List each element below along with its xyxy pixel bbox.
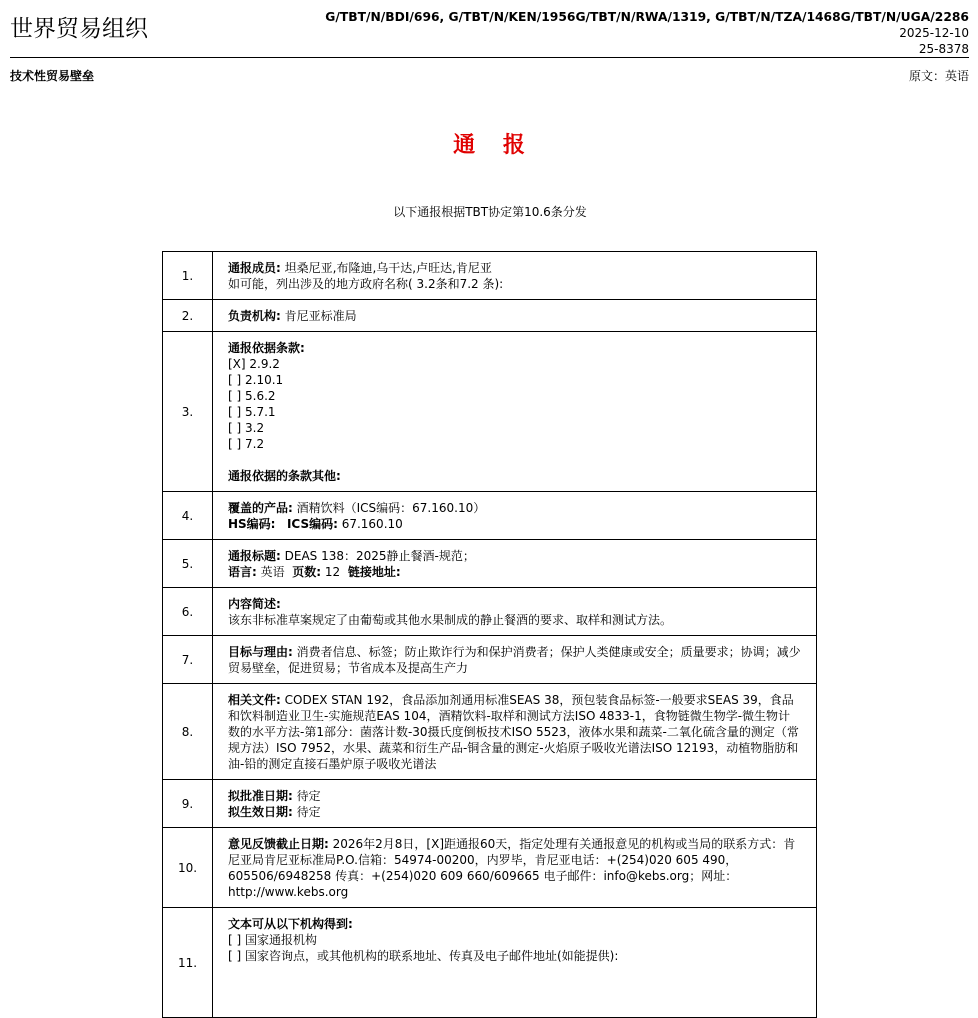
intro-text: 以下通报根据TBT协定第10.6条分发: [393, 205, 587, 219]
document-symbols: G/TBT/N/BDI/696, G/TBT/N/KEN/1956G/TBT/N/RWA/1319, G/TBT/N/TZA/1468G/TBT/N/UGA/2286: [325, 10, 969, 24]
field-label: 拟批准日期:: [228, 789, 293, 803]
table-row: [163, 780, 817, 828]
field-value: 消费者信息、标签；防止欺诈行为和保护消费者；保护人类健康或安全；质量要求；协调；减少贸易壁垒，促进贸易；节省成本及提高生产力: [228, 645, 801, 675]
row-number: 5.: [163, 540, 213, 588]
row-content: [213, 252, 817, 300]
field-value: 待定: [292, 789, 321, 803]
option-item: [ ] 5.6.2: [228, 389, 276, 403]
field-label: 通报依据条款:: [228, 341, 305, 355]
row-content: [213, 332, 817, 492]
field-label: 通报标题:: [228, 549, 281, 563]
field-label: 覆盖的产品:: [228, 501, 293, 515]
table-row: [163, 684, 817, 780]
field-value: 酒精饮料（ICS编码：67.160.10）: [292, 501, 486, 515]
field-label: 意见反馈截止日期:: [228, 837, 329, 851]
table-row: [163, 908, 817, 1018]
table-row: [163, 300, 817, 332]
field-label: ICS编码:: [286, 517, 338, 531]
field-value: 12: [321, 565, 344, 579]
field-value: 该东非标准草案规定了由葡萄或其他水果制成的静止餐酒的要求、取样和测试方法。: [228, 613, 673, 627]
field-label: HS编码:: [228, 517, 276, 531]
field-label: 目标与理由:: [228, 645, 293, 659]
option-item: [ ] 国家通报机构: [228, 933, 317, 947]
row-content: [213, 588, 817, 636]
field-value: 肯尼亚标准局: [280, 309, 357, 323]
row-number: 8.: [163, 684, 213, 780]
table-row: [163, 828, 817, 908]
field-label: 负责机构:: [228, 309, 281, 323]
table-row: [163, 588, 817, 636]
document-number: 25-8378: [918, 42, 969, 56]
row-number: 3.: [163, 332, 213, 492]
table-row: [163, 540, 817, 588]
row-number: 10.: [163, 828, 213, 908]
document-date: 2025-12-10: [899, 26, 969, 40]
field-value: DEAS 138：2025静止餐酒-规范；: [280, 549, 475, 563]
row-number: 7.: [163, 636, 213, 684]
row-number: 2.: [163, 300, 213, 332]
org-name: 世界贸易组织: [10, 16, 148, 42]
committee-subtitle: 技术性贸易壁垒: [10, 69, 95, 83]
row-content: [213, 780, 817, 828]
row-content: [213, 828, 817, 908]
header-rule: [10, 57, 969, 58]
page-title: 通 报: [453, 133, 535, 158]
option-item: [ ] 3.2: [228, 421, 265, 435]
field-value: 坦桑尼亚,布隆迪,乌干达,卢旺达,肯尼亚: [280, 261, 492, 275]
field-label: 链接地址:: [347, 565, 401, 579]
option-item: [ ] 5.7.1: [228, 405, 276, 419]
table-row: [163, 252, 817, 300]
field-value: CODEX STAN 192，食品添加剂通用标准SEAS 38，预包装食品标签-一般要求SEAS 39，食品和饮料制造业卫生-实施规范EAS 104，酒精饮料-取样和测试方法ISO 4833-1，食物链微生物学-微生物计数的水平方法-第1部分：菌落计数-30摄氏度倒板技术ISO 5523，液体水果和蔬菜-二氧化硫含量的测定（常规方法）ISO 7952，水果、蔬菜和衍生产品-铜含量的测定-火焰原子吸收光谱法ISO 12193，动植物脂肪和油-铅的测定直接石墨炉原子吸收光谱法: [228, 693, 799, 771]
row-content: [213, 300, 817, 332]
row-content: [213, 684, 817, 780]
field-label: 内容简述:: [228, 597, 281, 611]
row-number: 1.: [163, 252, 213, 300]
option-item: [X] 2.9.2: [228, 357, 280, 371]
field-value: 67.160.10: [337, 517, 403, 531]
field-value: 2026年2月8日，[X]距通报60天，指定处理有关通报意见的机构或当局的联系方式：肯尼亚局肯尼亚标准局P.O.信箱：54974-00200，内罗毕，肯尼亚电话：+(254)020 605 490，605506/6948258 传真：+(254)020 609 660/609665 电子邮件：info@kebs.org；网址：http://www.kebs.org: [228, 837, 796, 899]
field-label: 通报依据的条款其他:: [228, 469, 341, 483]
row-number: 6.: [163, 588, 213, 636]
field-label: 拟生效日期:: [228, 805, 293, 819]
original-language: 原文：英语: [908, 69, 969, 83]
row-number: 4.: [163, 492, 213, 540]
row-number: 11.: [163, 908, 213, 1018]
table-row: [163, 492, 817, 540]
field-label: 通报成员:: [228, 261, 281, 275]
table-row: [163, 332, 817, 492]
field-label: 页数:: [292, 565, 322, 579]
row-content: [213, 540, 817, 588]
row-number: 9.: [163, 780, 213, 828]
table-row: [163, 636, 817, 684]
notification-table: [162, 251, 817, 1018]
field-value: 待定: [292, 805, 321, 819]
field-label: 语言:: [228, 565, 257, 579]
option-item: [ ] 国家咨询点，或其他机构的联系地址、传真及电子邮件地址(如能提供):: [228, 949, 619, 963]
field-label: 文本可从以下机构得到:: [228, 917, 353, 931]
document-identifiers: [325, 9, 969, 57]
row-content: [213, 636, 817, 684]
row-content: [213, 492, 817, 540]
field-value: 英语: [256, 565, 289, 579]
option-item: [ ] 2.10.1: [228, 373, 284, 387]
option-item: [ ] 7.2: [228, 437, 265, 451]
field-note: 如可能，列出涉及的地方政府名称( 3.2条和7.2 条):: [228, 277, 504, 291]
field-label: 相关文件:: [228, 693, 281, 707]
row-content: [213, 908, 817, 1018]
